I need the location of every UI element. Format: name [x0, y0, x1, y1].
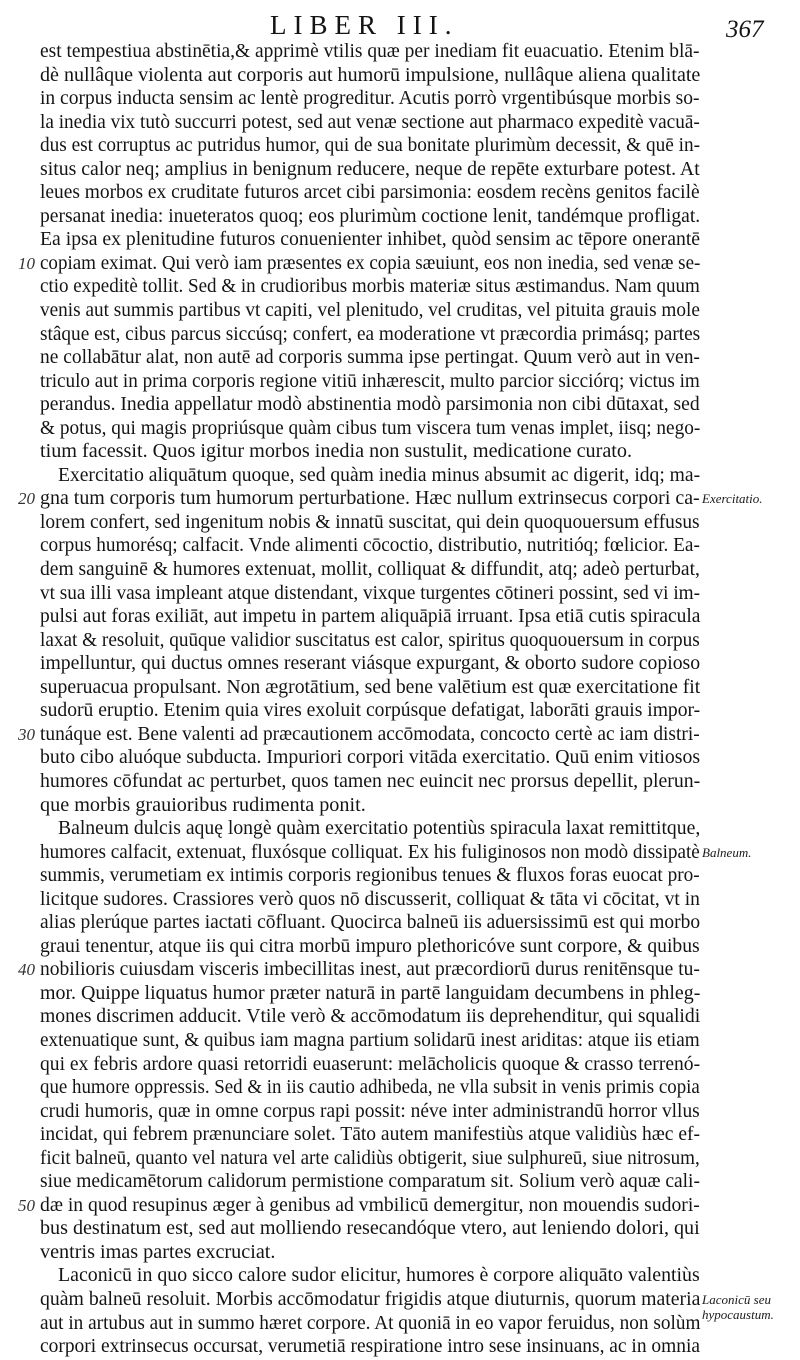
- text-line: [40, 111, 700, 135]
- text-line: [40, 794, 700, 818]
- line-text: impelluntur, qui ductus omnes reserant viásque expurgant, & oborto sudore copioso: [40, 652, 701, 675]
- margin-note-line: hypocaustum.: [702, 1307, 774, 1323]
- text-line: [40, 1123, 700, 1147]
- text-line: [40, 629, 700, 653]
- text-line: [40, 652, 700, 676]
- line-text: pulsi aut foras exiliāt, aut impetu in partem aliquāpiā irruant. Ipsa etiā cutis spiracula: [40, 605, 701, 628]
- text-line: [40, 323, 700, 347]
- line-text: leues morbos ex cruditate futuros arcet cibi parsimonia: eosdem recèns genitos facilè: [40, 181, 700, 204]
- line-text: mones discrimen adducit. Vtile verò & accōmodatum iis deprehenditur, qui squalidi: [40, 1005, 701, 1028]
- line-text: Exercitatio aliquātum quoque, sed quàm inedia minus absumit ac digerit, idq; ma-: [58, 463, 701, 486]
- line-text: siue medicamētorum calidorum permistione comparatum sit. Solium verò aquæ cali-: [40, 1170, 700, 1193]
- text-line: [40, 205, 700, 229]
- text-line: [40, 770, 700, 794]
- text-line: [40, 1100, 700, 1124]
- line-text: ventris imas partes excruciat.: [40, 1240, 276, 1263]
- text-line: [40, 1335, 700, 1359]
- text-line: [40, 1217, 700, 1241]
- line-text: laxat & resoluit, quūque validior suscitatus est calor, spiritus quoquouersum in corpus: [40, 628, 700, 651]
- text-line: [40, 676, 700, 700]
- line-text: humores cōfundat ac perturbet, quos tamen nec euincit nec prorsus depellit, plerun-: [40, 769, 701, 792]
- line-text: tium facessit. Quos igitur morbos inedia non sustulit, medicatione curato.: [40, 440, 633, 463]
- line-text: buto cibo aluóque subducta. Impuriori corpori vitāda exercitatio. Quū enim vitiosos: [40, 746, 701, 769]
- line-text: extenuatique sunt, & quibus iam magna partium solidarū inest ariditas: atque iis etiam: [40, 1028, 700, 1051]
- text-line: [40, 817, 700, 841]
- line-text: sudorū eruptio. Etenim quia vires exoluit corpúsque defatigat, laborāti grauis impor-: [40, 699, 701, 722]
- line-text: dè nullâque violenta aut corporis aut humorū impulsione, nullâque aliena qualitate: [40, 63, 701, 86]
- line-text: stâque est, cibus parcus siccúsq; confert, ea moderatione vt præcordia primásq; partes: [40, 322, 701, 345]
- running-head: LIBER III.: [270, 10, 459, 40]
- text-line: [40, 181, 700, 205]
- line-text: licitque sudores. Crassiores verò quos nō discusserit, colliquat & tāta vi cōcitat, vt in: [40, 887, 700, 910]
- text-line: [40, 1170, 700, 1194]
- line-text: Ea ipsa ex plenitudine futuros conuenienter inhibet, quòd sensim ac tēpore onerantē: [40, 228, 701, 251]
- line-text: ctio expeditè tollit. Sed & in crudioribus morbis materiæ situs æstimandus. Nam quum: [40, 275, 700, 298]
- margin-note-line: Exercitatio.: [702, 491, 763, 507]
- line-text: copiam eximat. Qui verò iam præsentes ex copia sæuiunt, eos non inedia, sed venæ se-: [40, 251, 701, 274]
- line-text: in corpus inducta sensim ac lentè progreditur. Acutis porrò vrgentibúsque morbis so-: [40, 87, 700, 110]
- line-text: tunáque est. Bene valenti ad præcautionem accōmodata, concocto certè ac iam distri-: [40, 722, 700, 745]
- line-text: qui ex febris ardore quasi retorridi euaserunt: melācholicis quoque & crasso terrenó-: [40, 1052, 701, 1075]
- line-text: perandus. Inedia appellatur modò abstinentia modò parsimonia non cibi dūtaxat, sed: [40, 393, 700, 416]
- text-line: [40, 275, 700, 299]
- text-line: [40, 1264, 700, 1288]
- text-line: [40, 888, 700, 912]
- line-text: dem sanguinē & humores extenuat, mollit, colliquat & diffundit, atq; adeò perturbat,: [40, 558, 700, 581]
- margin-note: [702, 1292, 798, 1322]
- body-text: [18, 40, 701, 1359]
- text-line: [18, 251, 701, 276]
- text-line: [40, 1076, 700, 1100]
- line-text: que morbis grauioribus rudimenta ponit.: [40, 793, 366, 816]
- line-number: 30: [18, 724, 35, 744]
- text-line: [40, 558, 700, 582]
- text-line: [40, 746, 700, 770]
- text-line: [40, 299, 700, 323]
- text-line: [40, 464, 700, 488]
- margin-note-line: Balneum.: [702, 844, 752, 860]
- line-text: dæ in quod resupinus æger à genibus ad vmbilicū demergitur, non mouendis sudori-: [40, 1193, 700, 1216]
- line-text: lorem confert, sed ingenitum nobis & innatū suscitat, qui dein quoquouersum effusus: [40, 510, 700, 533]
- text-line: [40, 1053, 700, 1077]
- line-text: la inedia vix tutò succurri potest, sed aut venæ sectione aut pharmaco expeditè vacuā-: [40, 110, 700, 133]
- text-line: [40, 228, 700, 252]
- line-text: & potus, qui magis propriúsque quàm cibus tum viscera tum venas implet, iisq; nego-: [40, 416, 701, 439]
- line-number: 40: [18, 960, 35, 980]
- text-line: [40, 1241, 700, 1265]
- text-line: [40, 534, 700, 558]
- text-line: [40, 699, 700, 723]
- line-text: Balneum dulcis aquę longè quàm exercitatio potentiùs spiracula laxat remittitque,: [58, 817, 701, 840]
- line-text: summis, verumetiam ex intimis corporis regionibus tenues & fluxos foras euocat pro-: [40, 864, 700, 887]
- text-line: [40, 1288, 700, 1312]
- line-number: 10: [18, 253, 35, 273]
- text-line: [40, 64, 700, 88]
- line-number: 50: [18, 1195, 35, 1215]
- text-line: [40, 40, 700, 64]
- line-text: persanat inedia: inueteratos quoq; eos plurimùm coctione lenit, tandémque profligat.: [40, 204, 701, 227]
- text-line: [18, 722, 700, 747]
- line-text: humores calfacit, extenuat, fluxósque colliquat. Ex his fuliginosos non modò dissipatè: [40, 840, 700, 863]
- line-text: aut in artubus aut in summo hæret corpore. At quoniā in eo vapor feruidus, non solùm: [40, 1311, 701, 1334]
- line-text: vt sua illi vasa impleant atque distendant, vixque turgentes cōtineri possint, sed vi im-: [40, 581, 701, 604]
- line-text: bus destinatum est, sed aut molliendo resecandóque vtero, aut leniendo dolori, qui: [40, 1217, 700, 1240]
- text-line: [40, 134, 700, 158]
- line-text: gna tum corporis tum humorum perturbatione. Hæc nullum extrinsecus corpori ca-: [40, 487, 700, 510]
- margin-note: [702, 845, 798, 860]
- line-text: nobilioris cuiusdam visceris imbecillitas inest, aut præcordiorū durus renitēnsque tu-: [40, 958, 700, 981]
- text-line: [40, 346, 700, 370]
- text-line: [18, 958, 700, 982]
- text-line: [40, 370, 700, 394]
- text-line: [40, 440, 700, 464]
- line-text: Laconicū in quo sicco calore sudor elicitur, humores è corpore aliquāto valentiùs: [58, 1264, 700, 1287]
- line-text: venis aut summis partibus vt capiti, vel plenitudo, vel cruditas, vel pituita grauis mole: [40, 299, 700, 322]
- text-line: [40, 864, 700, 888]
- text-line: [40, 582, 700, 606]
- text-line: [40, 1147, 700, 1171]
- line-text: alias plerúque partes iactati cōfluant. Quocirca balneū iis aduersissimū est qui morbo: [40, 911, 701, 934]
- text-line: [40, 417, 700, 441]
- text-line: [40, 911, 700, 935]
- line-text: corpus humorésq; calfacit. Vnde alimenti cōcoctio, distributio, nutritióq; fœlicior. Ea-: [40, 534, 700, 557]
- line-text: graui tenentur, atque iis qui citra morbū impuro plethoricóve sunt corpore, & quibus: [40, 934, 700, 957]
- line-text: ficit balneū, quanto vel natura vel arte calidiùs obtigerit, siue sulphureū, siue nitrosum,: [40, 1146, 700, 1169]
- line-number: 20: [18, 489, 35, 509]
- text-line: [40, 841, 700, 865]
- text-line: [40, 1312, 700, 1336]
- line-text: incidat, qui febrem prænunciare solet. Tāto autem manifestiùs atque validiùs hæc ef-: [40, 1123, 700, 1146]
- text-line: [40, 935, 700, 959]
- line-text: est tempestiua abstinētia,& apprimè vtilis quæ per inediam fit euacuatio. Etenim blā-: [40, 40, 700, 62]
- line-text: superuacua propulsant. Non ægrotātium, sed bene valētium est quæ exercitatione fit: [40, 675, 701, 698]
- line-text: ne collabātur alat, non autē ad corporis summa ipse pertingat. Quum verò aut in ven-: [40, 346, 700, 369]
- line-text: dus est corruptus ac putridus humor, qui de sua bonitate plurimùm decessit, & quē in-: [40, 134, 701, 157]
- line-text: crudi humoris, quæ in omne corpus rapi possit: néve inter administrandū horror vllus: [40, 1099, 700, 1122]
- line-text: triculo aut in prima corporis regione vitiū inhærescit, multo parcior sicciórq; victus im: [40, 369, 700, 392]
- line-text: que humore oppressis. Sed & in iis cautio adhibeda, ne vlla subsit in venis primis copia: [40, 1076, 700, 1099]
- text-line: [40, 605, 700, 629]
- margin-note: [702, 491, 798, 506]
- line-text: situs calor neq; amplius in benignum reducere, neque de repēte exturbare potest. At: [40, 157, 700, 180]
- page-header: [0, 8, 800, 42]
- margin-note-line: Laconicū seu: [702, 1292, 771, 1308]
- text-line: [40, 158, 700, 182]
- text-line: [40, 1005, 700, 1029]
- line-text: corpori extrinsecus occursat, verumetiā respiratione intro sese insinuans, ac in omnia: [40, 1335, 701, 1358]
- text-line: [40, 511, 700, 535]
- text-line: [40, 982, 700, 1006]
- page-number: 367: [726, 16, 764, 43]
- line-text: mor. Quippe liquatus humor præter naturā in partē languidam decumbens in phleg-: [40, 981, 701, 1004]
- text-line: [40, 87, 700, 111]
- text-line: [40, 1029, 700, 1053]
- text-line: [18, 1193, 700, 1218]
- line-text: quàm balneū resoluit. Morbis accōmodatur frigidis atque diuturnis, quorum materia: [40, 1287, 701, 1310]
- text-line: [18, 487, 700, 511]
- text-line: [40, 393, 700, 417]
